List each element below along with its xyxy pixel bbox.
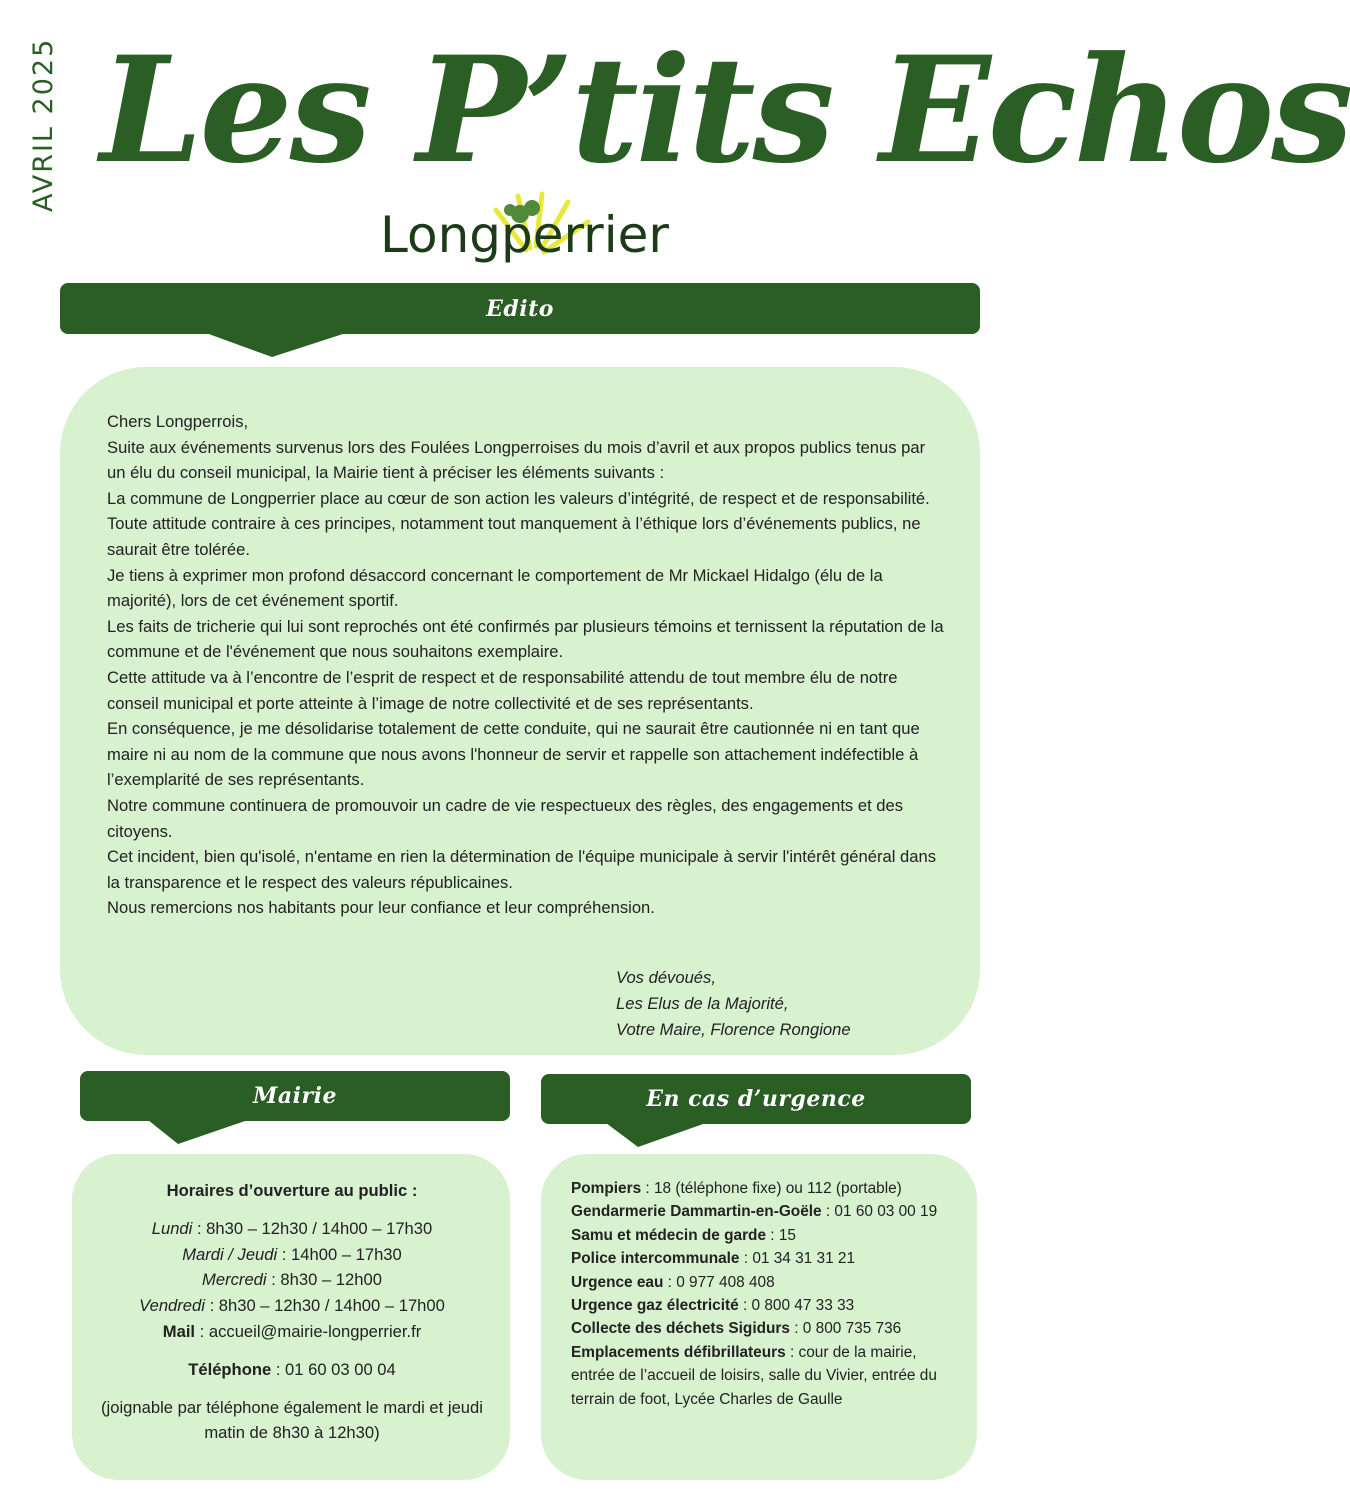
edito-header bbox=[60, 283, 980, 334]
mairie-title: Mairie bbox=[253, 1083, 337, 1109]
urgence-header-tail bbox=[606, 1123, 706, 1147]
hours-day: Vendredi bbox=[139, 1296, 205, 1316]
hours-row bbox=[86, 1267, 498, 1293]
urgence-value: : 01 60 03 00 19 bbox=[821, 1203, 938, 1221]
edito-signature bbox=[616, 965, 851, 1043]
phone-note: (joignable par téléphone également le mardi et jeudi matin de 8h30 à 12h30) bbox=[101, 1397, 483, 1443]
urgence-label: Urgence eau bbox=[571, 1273, 664, 1291]
edito-paragraph: Les faits de tricherie qui lui sont reprochés ont été confirmés par plusieurs témoins et ternissent la réputation de la commune et de l'événement que nous souhaitons exemplaire. bbox=[107, 616, 944, 662]
urgence-label: Urgence gaz électricité bbox=[571, 1297, 739, 1315]
edito-paragraph: Cet incident, bien qu'isolé, n'entame en rien la détermination de l'équipe municipale à servir l'intérêt général dans la transparence et le respect des valeurs républicaines. bbox=[107, 847, 937, 892]
urgence-item bbox=[571, 1317, 961, 1340]
urgence-value: : cour de la mairie, entrée de l’accueil de loisirs, salle du Vivier, entrée du terrain de foot, Lycée Charles de Gaulle bbox=[571, 1343, 937, 1408]
urgence-item bbox=[571, 1177, 961, 1200]
urgence-label: Pompiers bbox=[571, 1180, 642, 1197]
signature-line: Vos dévoués, bbox=[616, 968, 716, 987]
hours-time: : 8h30 – 12h30 / 14h00 – 17h00 bbox=[204, 1296, 445, 1316]
urgence-value: : 0 977 408 408 bbox=[663, 1273, 775, 1291]
hours-time: : 8h30 – 12h30 / 14h00 – 17h30 bbox=[192, 1218, 433, 1238]
urgence-item bbox=[571, 1294, 961, 1317]
phone-label: Téléphone bbox=[188, 1359, 272, 1379]
signature-line: Les Elus de la Majorité, bbox=[616, 994, 789, 1013]
longperrier-logo bbox=[380, 192, 710, 276]
mail-row bbox=[86, 1319, 498, 1345]
mairie-header bbox=[80, 1071, 510, 1121]
hours-time: : 14h00 – 17h30 bbox=[277, 1244, 402, 1264]
edito-paragraph: Nous remercions nos habitants pour leur confiance et leur compréhension. bbox=[107, 898, 655, 918]
urgence-label: Emplacements défibrillateurs bbox=[571, 1343, 786, 1361]
urgence-item bbox=[571, 1341, 961, 1411]
urgence-label: Collecte des déchets Sigidurs bbox=[571, 1320, 790, 1338]
phone-value: : 01 60 03 00 04 bbox=[271, 1359, 396, 1379]
urgence-label: Samu et médecin de garde bbox=[571, 1226, 767, 1244]
urgence-item bbox=[571, 1247, 961, 1270]
edito-title: Edito bbox=[486, 295, 554, 322]
hours-row bbox=[86, 1293, 498, 1319]
edito-paragraph: Chers Longperrois, bbox=[107, 412, 249, 431]
edito-paragraph: En conséquence, je me désolidarise totalement de cette conduite, qui ne saurait être cautionnée ni en tant que maire ni au nom de la commune que nous avons l'honneur de servir et rappelle son attachement indéfectible à l’exemplarité de ses représentants. bbox=[107, 719, 920, 790]
urgence-value: : 18 (téléphone fixe) ou 112 (portable) bbox=[641, 1180, 902, 1197]
urgence-item bbox=[571, 1224, 961, 1247]
hours-day: Lundi bbox=[151, 1218, 193, 1238]
urgence-title: En cas d’urgence bbox=[646, 1086, 866, 1112]
signature-line: Votre Maire, Florence Rongione bbox=[616, 1020, 851, 1039]
edito-body bbox=[107, 409, 947, 921]
issue-date: AVRIL 2025 bbox=[28, 37, 59, 212]
urgence-body bbox=[571, 1177, 961, 1411]
edito-paragraph: Cette attitude va à l’encontre de l’esprit de respect et de responsabilité attendu de tout membre élu de notre conseil municipal et porte atteinte à l’image de notre collectivité et de ses représentants. bbox=[107, 667, 898, 713]
hours-row bbox=[86, 1242, 498, 1268]
urgence-item bbox=[571, 1271, 961, 1294]
mail-link[interactable]: : accueil@mairie-longperrier.fr bbox=[195, 1321, 422, 1341]
urgence-label: Gendarmerie Dammartin-en-Goële bbox=[571, 1203, 822, 1221]
mail-label: Mail bbox=[162, 1321, 196, 1341]
logo-text: Longperrier bbox=[380, 206, 669, 264]
mairie-header-tail bbox=[148, 1120, 248, 1144]
hours-day: Mardi / Jeudi bbox=[182, 1244, 278, 1264]
edito-paragraph: Notre commune continuera de promouvoir un cadre de vie respectueux des règles, des engagements et des citoyens. bbox=[107, 795, 904, 841]
urgence-header bbox=[541, 1074, 971, 1124]
urgence-value: : 0 800 735 736 bbox=[789, 1320, 902, 1338]
phone-row bbox=[86, 1357, 498, 1383]
urgence-label: Police intercommunale bbox=[571, 1250, 740, 1268]
hours-row bbox=[86, 1216, 498, 1242]
urgence-value: : 01 34 31 31 21 bbox=[739, 1250, 856, 1268]
edito-paragraph: Je tiens à exprimer mon profond désaccord concernant le comportement de Mr Mickael Hidalgo (élu de la majorité), lors de cet événement sportif. bbox=[107, 565, 883, 611]
hours-day: Mercredi bbox=[202, 1270, 267, 1290]
edito-paragraph: Suite aux événements survenus lors des Foulées Longperroises du mois d’avril et aux propos publics tenus par un élu du conseil municipal, la Mairie tient à préciser les éléments suivants : bbox=[107, 437, 926, 483]
edito-header-tail bbox=[206, 333, 346, 357]
hours-heading: Horaires d’ouverture au public : bbox=[166, 1181, 418, 1200]
urgence-value: : 15 bbox=[766, 1226, 796, 1244]
hours-time: : 8h30 – 12h00 bbox=[266, 1270, 382, 1290]
urgence-item bbox=[571, 1200, 961, 1223]
newsletter-title: Les P’tits Echos bbox=[100, 25, 1350, 196]
mairie-body bbox=[86, 1178, 498, 1446]
urgence-value: : 0 800 47 33 33 bbox=[738, 1297, 855, 1315]
edito-paragraph: La commune de Longperrier place au cœur de son action les valeurs d’intégrité, de respect et de responsabilité. Toute attitude contraire à ces principes, notamment tout manquement à l’éthique lors d’événements publics, ne saurait être tolérée. bbox=[107, 488, 930, 559]
